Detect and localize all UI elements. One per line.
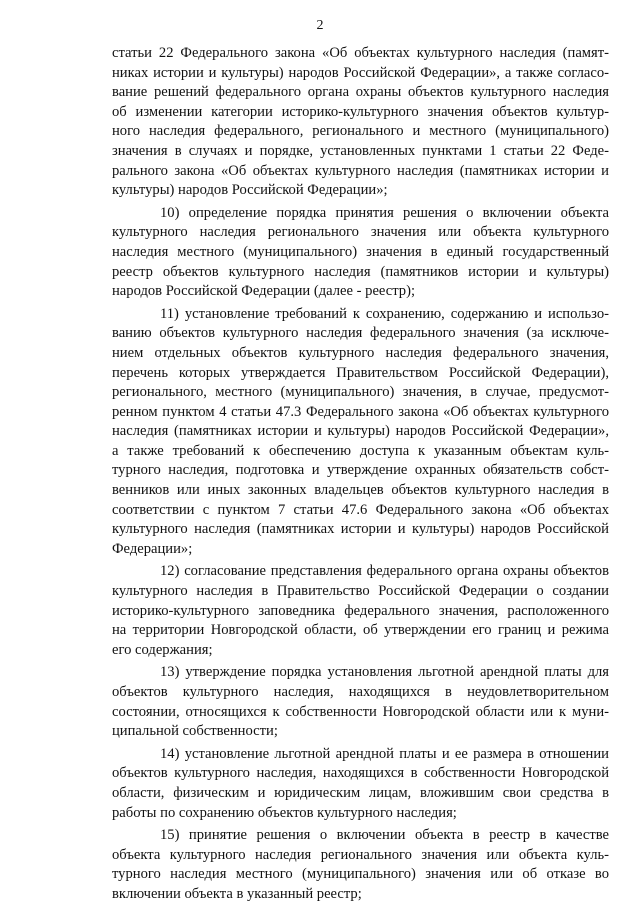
document-body — [112, 44, 609, 905]
text-line: турного наследия, подготовка и утверждение охранных обязательств собст- — [112, 462, 609, 479]
text-line: об изменении категории историко-культурного значения объектов культур- — [112, 103, 609, 120]
paragraph-continuation — [112, 44, 609, 201]
text-line: культурного наследия регионального значения или объекта культурного — [112, 224, 609, 241]
text-line: регионального, местного (муниципального) значения, в случае, предусмот- — [112, 384, 609, 401]
text-line: ного наследия федерального, регионального и местного (муниципального) — [112, 123, 609, 140]
paragraph-item-14 — [112, 745, 609, 823]
text-line: значения в случаях и порядке, установленных пунктами 1 статьи 22 Феде- — [112, 142, 609, 159]
text-line: объектов культурного наследия, находящихся в собственности Новгородской — [112, 765, 609, 782]
text-line: 11) установление требований к сохранению, содержанию и использо- — [160, 305, 609, 322]
text-line: соответствии с пунктом 7 статьи 47.6 Федерального закона «Об объектах — [112, 501, 609, 518]
text-line: турного наследия местного (муниципального) значения или об отказе во — [112, 866, 609, 883]
text-line: вание решений федерального органа охраны объектов культурного наследия — [112, 84, 609, 101]
paragraph-item-13 — [112, 663, 609, 741]
text-line: объектов культурного наследия, находящихся в неудовлетворительном — [112, 684, 609, 700]
text-line: венников или иных законных владельцев объектов культурного наследия в — [112, 482, 609, 499]
text-line: области, физическим и юридическим лицам, вложившим свои средства в — [112, 784, 609, 801]
text-line: 14) установление льготной арендной платы и ее размера в отношении — [160, 745, 609, 762]
text-line: культурного наследия (памятниках истории и культуры) народов Российской — [112, 521, 609, 538]
text-line: наследия местного (муниципального) значения в единый государственный — [112, 243, 609, 260]
text-line: включении объекта в указанный реестр; — [112, 885, 362, 902]
text-line: 15) принятие решения о включении объекта в реестр в качестве — [160, 827, 609, 844]
text-line: ципальной собственности; — [112, 723, 278, 740]
text-line: статьи 22 Федерального закона «Об объектах культурного наследия (памят- — [112, 45, 609, 61]
text-line: ванию объектов культурного наследия федерального значения (за исключе- — [112, 325, 609, 342]
text-line: состоянии, относящихся к собственности Новгородской области или к муни- — [112, 703, 609, 720]
text-line: реестр объектов культурного наследия (памятников истории и культуры) — [112, 263, 609, 280]
text-line: 13) утверждение порядка установления льготной арендной платы для — [160, 664, 609, 681]
text-line: культурного наследия в Правительство Российской Федерации о создании — [112, 583, 609, 600]
paragraph-item-10 — [112, 204, 609, 302]
text-line: 10) определение порядка принятия решения о включении объекта — [160, 204, 609, 221]
text-line: культуры) народов Российской Федерации»; — [112, 182, 388, 199]
text-line: народов Российской Федерации (далее - реестр); — [112, 283, 416, 300]
text-line: рального закона «Об объектах культурного наследия (памятниках истории и — [112, 162, 609, 179]
paragraph-item-15 — [112, 826, 609, 904]
text-line: объекта культурного наследия регионального значения или объекта куль- — [112, 846, 609, 863]
text-line: а также требований к обеспечению доступа к указанным объектам куль- — [112, 442, 609, 459]
text-line: 12) согласование представления федерального органа охраны объектов — [160, 563, 609, 580]
text-line: перечень которых утверждается Правительством Российской Федерации), — [112, 364, 609, 381]
text-line: работы по сохранению объектов культурного наследия; — [112, 804, 457, 821]
text-line: нием отдельных объектов культурного наследия федерального значения, — [112, 344, 609, 361]
text-line: его содержания; — [112, 641, 213, 658]
text-line: на территории Новгородской области, об утверждении его границ и режима — [112, 622, 609, 639]
page-number: 2 — [316, 18, 324, 33]
paragraph-item-12 — [112, 562, 609, 660]
text-line: наследия (памятниках истории и культуры) народов Российской Федерации», — [112, 423, 609, 440]
paragraph-item-11 — [112, 305, 609, 560]
text-line: ренном пунктом 4 статьи 47.3 Федерального закона «Об объектах культурного — [112, 403, 609, 420]
text-line: историко-культурного заповедника федерального значения, расположенного — [112, 602, 609, 619]
text-line: никах истории и культуры) народов Российской Федерации», а также согласо- — [112, 64, 609, 81]
text-line: Федерации»; — [112, 540, 193, 557]
